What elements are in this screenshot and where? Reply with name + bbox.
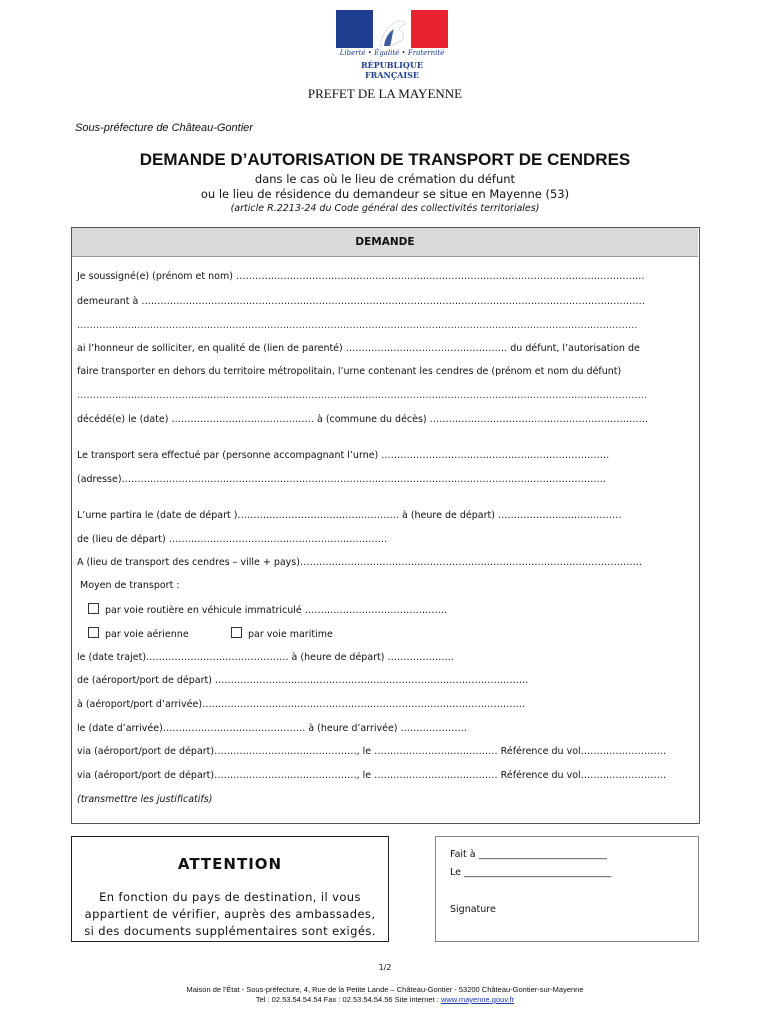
field-deceased-name[interactable]: ……………………………………………………………………………………………………………………………………………………………… bbox=[77, 390, 647, 401]
field-place-signed[interactable]: Fait à ___________________________ bbox=[450, 849, 607, 860]
field-departure-place[interactable]: de (lieu de départ) …………………………………………………………… bbox=[77, 534, 388, 545]
field-escort-person[interactable]: Le transport sera effectué par (personne accompagnant l’urne) ……………………………………………………………… bbox=[77, 450, 610, 461]
field-death-date-place[interactable]: décédé(e) le (date) ……………………………………… à (commune du décès) …………………………………………………………… bbox=[77, 414, 649, 425]
motto: Liberté • Égalité • Fraternité bbox=[339, 49, 445, 57]
form-heading bbox=[72, 228, 698, 257]
form-heading-label: DEMANDE bbox=[355, 236, 415, 248]
attention-line-1: En fonction du pays de destination, il vous bbox=[99, 890, 361, 904]
page-number: 1/2 bbox=[378, 963, 392, 972]
footer-contact-text: Tel : 02.53.54.54.54 Fax : 02.53.54.54.56 Site internet : bbox=[255, 995, 439, 1004]
field-escort-address[interactable]: (adresse)……………………………………………………………………………………………………………………………………… bbox=[77, 474, 607, 485]
field-relationship[interactable]: ai l’honneur de solliciter, en qualité de (lien de parenté) …………………………………………… du défunt, l’autorisation de bbox=[77, 343, 640, 354]
road-option-label: par voie routière en véhicule immatriculé ……………………………………… bbox=[105, 605, 448, 616]
attention-line-2: appartient de vérifier, auprès des ambassades, bbox=[84, 907, 376, 921]
transport-mode-label: Moyen de transport : bbox=[80, 580, 180, 591]
field-via-1[interactable]: via (aéroport/port de départ)………………………………………, le ………………………………… Référence du vol……………………… bbox=[77, 746, 667, 757]
field-date-signed[interactable]: Le _______________________________ bbox=[450, 867, 612, 878]
field-departure-airport[interactable]: de (aéroport/port de départ) ……………………………………………………………………………………… bbox=[77, 675, 529, 686]
republique-francaise-logo bbox=[336, 10, 448, 80]
prefet-heading: PREFET DE LA MAYENNE bbox=[307, 86, 463, 101]
page-title: DEMANDE D’AUTORISATION DE TRANSPORT DE CENDRES bbox=[139, 150, 631, 169]
request-form bbox=[71, 227, 700, 824]
signature-box bbox=[435, 836, 699, 942]
footer-contact bbox=[0, 995, 770, 1004]
field-destination[interactable]: A (lieu de transport des cendres – ville + pays)……………………………………………………………………………………………… bbox=[77, 557, 642, 568]
attention-box bbox=[71, 836, 389, 942]
field-departure-date-time[interactable]: L’urne partira le (date de départ )…………………………………………… à (heure de départ) ………………………………… bbox=[77, 510, 622, 521]
field-via-2[interactable]: via (aéroport/port de départ)………………………………………, le ………………………………… Référence du vol……………………… bbox=[77, 770, 667, 781]
attention-line-3: si des documents supplémentaires sont exigés. bbox=[84, 924, 376, 938]
sous-prefecture-label: Sous-préfecture de Château-Gontier bbox=[75, 122, 253, 134]
republic-label: RÉPUBLIQUE FRANÇAISE bbox=[361, 60, 423, 80]
attention-title: ATTENTION bbox=[177, 855, 283, 873]
road-checkbox[interactable] bbox=[88, 603, 99, 614]
signature-label: Signature bbox=[450, 904, 496, 915]
option-sea[interactable] bbox=[231, 627, 333, 640]
field-arrival-airport[interactable]: à (aéroport/port d’arrivée)………………………………………………………………………………………… bbox=[77, 699, 526, 710]
justification-note: (transmettre les justificatifs) bbox=[77, 794, 213, 805]
field-arrival-date[interactable]: le (date d’arrivée)……………………………………… à (heure d’arrivée) ………………… bbox=[77, 723, 468, 734]
option-air[interactable] bbox=[88, 627, 189, 640]
option-road[interactable] bbox=[88, 603, 447, 616]
field-requester-name[interactable]: Je soussigné(e) (prénom et nom) ………………………………………………………………………………………………………………… bbox=[77, 271, 645, 282]
subtitle-line-1: dans le cas où le lieu de crémation du défunt bbox=[254, 172, 516, 186]
website-link[interactable]: www.mayenne.gouv.fr bbox=[440, 995, 515, 1004]
field-trip-date[interactable]: le (date trajet)……………………………………… à (heure de départ) ………………… bbox=[77, 652, 455, 663]
marianne-icon bbox=[370, 12, 414, 46]
field-address-continued[interactable]: …………………………………………………………………………………………………………………………………………………………… bbox=[77, 320, 638, 331]
air-checkbox[interactable] bbox=[88, 627, 99, 638]
attention-text bbox=[72, 889, 388, 940]
field-address[interactable]: demeurant à …………………………………………………………………………………………………………………………………………… bbox=[77, 296, 645, 307]
legal-reference: (article R.2213-24 du Code général des collectivités territoriales) bbox=[230, 203, 540, 214]
sea-checkbox[interactable] bbox=[231, 627, 242, 638]
field-deceased-label: faire transporter en dehors du territoire métropolitain, l’urne contenant les cendres de (prénom et nom du défunt) bbox=[77, 366, 622, 377]
footer-address: Maison de l'État - Sous-préfecture, 4, Rue de la Petite Lande – Château-Gontier - 53200 Château-Gontier-sur-Mayenne bbox=[186, 985, 584, 994]
subtitle-line-2: ou le lieu de résidence du demandeur se situe en Mayenne (53) bbox=[200, 187, 570, 201]
sea-option-label: par voie maritime bbox=[248, 629, 333, 640]
air-option-label: par voie aérienne bbox=[105, 629, 189, 640]
